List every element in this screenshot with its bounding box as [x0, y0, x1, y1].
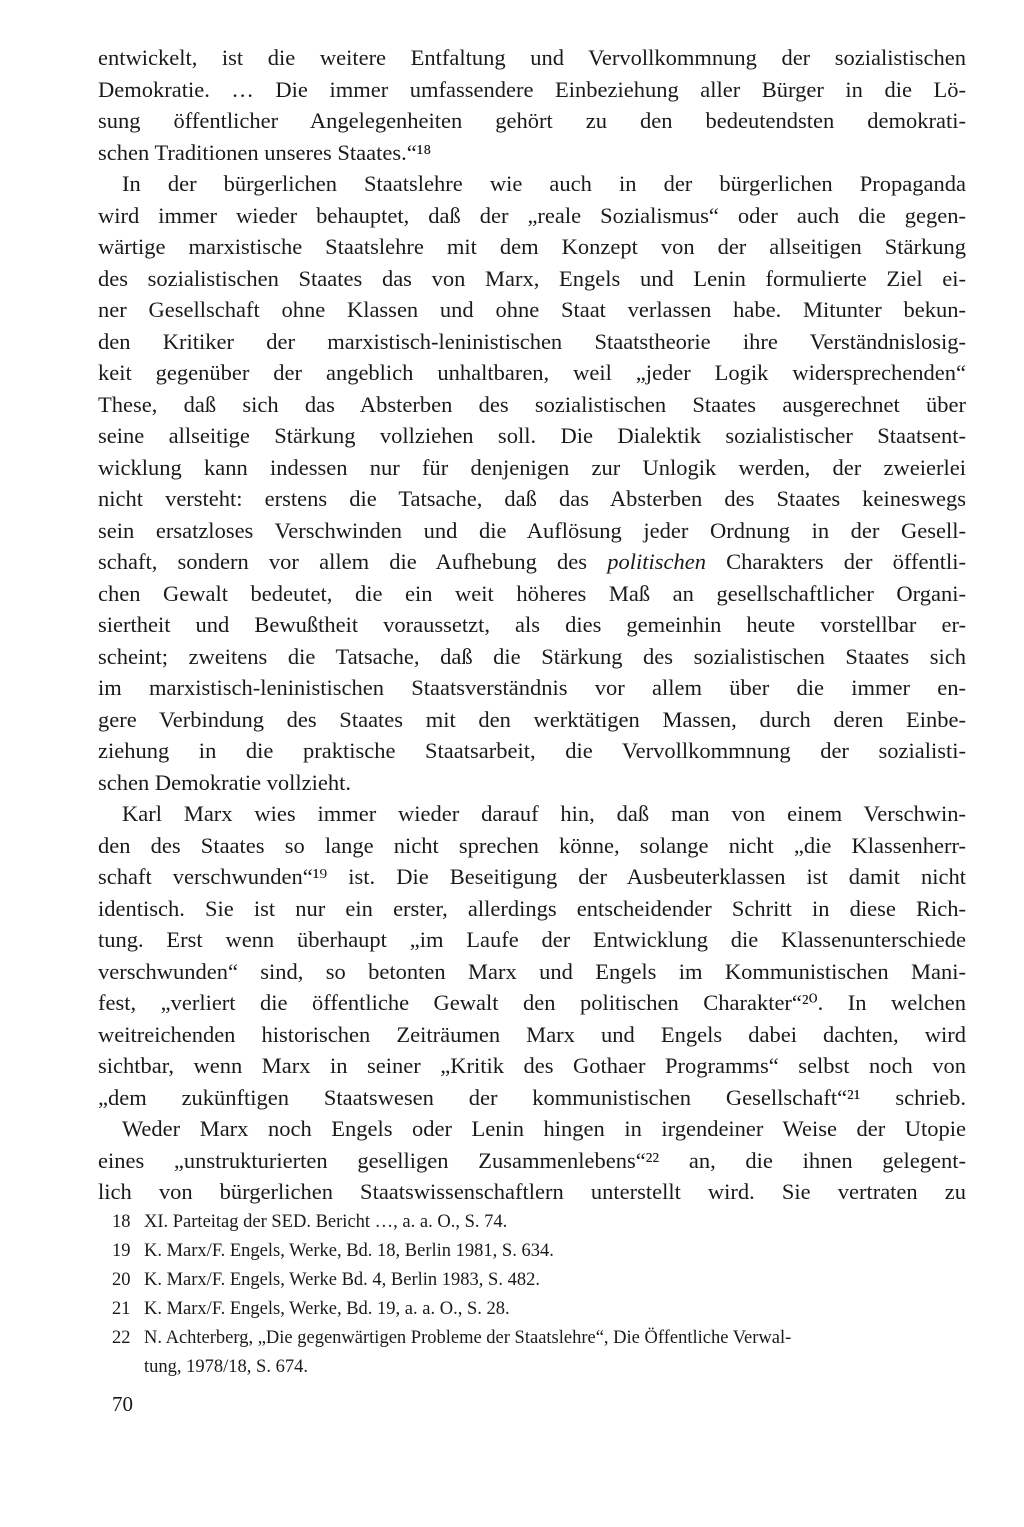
text-line: fest, „verliert die öffentliche Gewalt den politischen Charakter“²⁰. In welchen [98, 990, 966, 1015]
footnote-text: K. Marx/F. Engels, Werke Bd. 4, Berlin 1983, S. 482. [144, 1270, 540, 1290]
text-line: „dem zukünftigen Staatswesen der kommunistischen Gesellschaft“²¹ schrieb. [98, 1084, 966, 1110]
text-line: wicklung kann indessen nur für denjenigen zur Unlogik werden, der zweierlei [98, 454, 966, 480]
text-line: seine allseitige Stärkung vollziehen soll. Die Dialektik sozialistischer Staatsent- [98, 423, 966, 448]
text-line: wärtige marxistische Staatslehre mit dem Konzept von der allseitigen Stärkung [98, 234, 966, 259]
text-line: sichtbar, wenn Marx in seiner „Kritik des Gothaer Programms“ selbst noch von [98, 1053, 966, 1078]
text-line: siertheit und Bewußtheit voraussetzt, als dies gemeinhin heute vorstellbar er- [98, 612, 966, 637]
text-line: im marxistisch-leninistischen Staatsverständnis vor allem über die immer en- [98, 675, 966, 700]
footnote-number: 18 [112, 1212, 131, 1232]
footnote [112, 1208, 972, 1237]
footnote-text: K. Marx/F. Engels, Werke, Bd. 18, Berlin 1981, S. 634. [144, 1241, 554, 1261]
text-line: sung öffentlicher Angelegenheiten gehört zu den bedeutendsten demokrati- [98, 108, 966, 133]
text-line: keit gegenüber der angeblich unhaltbaren, weil „jeder Logik widersprechenden“ [98, 360, 966, 385]
footnote-text: N. Achterberg, „Die gegenwärtigen Probleme der Staatslehre“, Die Öffentliche Verwal- [144, 1328, 792, 1348]
footnotes [112, 1208, 972, 1382]
footnote [112, 1295, 972, 1324]
text-line: Demokratie. … Die immer umfassendere Einbeziehung aller Bürger in die Lö- [98, 76, 966, 102]
footnote-text: XI. Parteitag der SED. Bericht …, a. a. O., S. 74. [144, 1212, 508, 1232]
paragraph-start: In der bürgerlichen Staatslehre wie auch in der bürgerlichen Propaganda [122, 171, 966, 196]
text-line: des sozialistischen Staates das von Marx, Engels und Lenin formulierte Ziel ei- [98, 265, 966, 291]
footnote-number: 21 [112, 1299, 131, 1319]
text-line: verschwunden“ sind, so betonten Marx und Engels im Kommunistischen Mani- [98, 958, 966, 984]
footnote-number: 20 [112, 1270, 131, 1290]
paragraph-start: Weder Marx noch Engels oder Lenin hingen in irgendeiner Weise der Utopie [122, 1116, 966, 1141]
paragraph-start: Karl Marx wies immer wieder darauf hin, daß man von einem Verschwin- [122, 801, 966, 826]
footnote [112, 1324, 972, 1353]
text-line: identisch. Sie ist nur ein erster, allerdings entscheidender Schritt in diese Rich- [98, 895, 966, 921]
text-line: ziehung in die praktische Staatsarbeit, die Vervollkommnung der sozialisti- [98, 738, 966, 763]
text-line: These, daß sich das Absterben des sozialistischen Staates ausgerechnet über [98, 391, 966, 417]
text-line: ner Gesellschaft ohne Klassen und ohne Staat verlassen habe. Mitunter bekun- [98, 297, 966, 322]
text-line: schen Demokratie vollzieht. [98, 769, 352, 795]
footnote-number: 22 [112, 1328, 131, 1348]
footnote-text: K. Marx/F. Engels, Werke, Bd. 19, a. a. O., S. 28. [144, 1299, 510, 1319]
text-line: sein ersatzloses Verschwinden und die Auflösung jeder Ordnung in der Gesell- [98, 517, 966, 543]
text-line: weitreichenden historischen Zeiträumen Marx und Engels dabei dachten, wird [98, 1021, 966, 1047]
text-line: nicht versteht: erstens die Tatsache, daß das Absterben des Staates keineswegs [98, 486, 966, 511]
text-line: scheint; zweitens die Tatsache, daß die Stärkung des sozialistischen Staates sich [98, 643, 966, 669]
text-line: lich von bürgerlichen Staatswissenschaftlern unterstellt wird. Sie vertraten zu [98, 1179, 966, 1204]
text-line: wird immer wieder behauptet, daß der „reale Sozialismus“ oder auch die gegen- [98, 202, 966, 228]
page-number: 70 [112, 1392, 133, 1416]
text-line: den des Staates so lange nicht sprechen könne, solange nicht „die Klassenherr- [98, 832, 966, 858]
footnote-continuation: tung, 1978/18, S. 674. [144, 1357, 308, 1377]
text-line: den Kritiker der marxistisch-leninistischen Staatstheorie ihre Verständnislosig- [98, 328, 966, 354]
text-line: schen Traditionen unseres Staates.“¹⁸ [98, 139, 432, 165]
emphasis: politischen [607, 549, 706, 574]
footnote [112, 1237, 972, 1266]
text-line: entwickelt, ist die weitere Entfaltung und Vervollkommnung der sozialistischen [98, 45, 966, 70]
footnote-number: 19 [112, 1241, 131, 1261]
main-text [98, 42, 966, 1208]
text-line: chen Gewalt bedeutet, die ein weit höheres Maß an gesellschaftlicher Organi- [98, 580, 966, 606]
footnote [112, 1266, 972, 1295]
text-line: schaft verschwunden“¹⁹ ist. Die Beseitigung der Ausbeuterklassen ist damit nicht [98, 864, 966, 889]
text-line: gere Verbindung des Staates mit den werktätigen Massen, durch deren Einbe- [98, 706, 966, 732]
text-line: eines „unstrukturierten geselligen Zusammenlebens“²² an, die ihnen gelegent- [98, 1147, 966, 1173]
text-line: tung. Erst wenn überhaupt „im Laufe der Entwicklung die Klassenunterschiede [98, 927, 966, 952]
text-line: schaft, sondern vor allem die Aufhebung des politischen Charakters der öffentli- [98, 549, 966, 574]
